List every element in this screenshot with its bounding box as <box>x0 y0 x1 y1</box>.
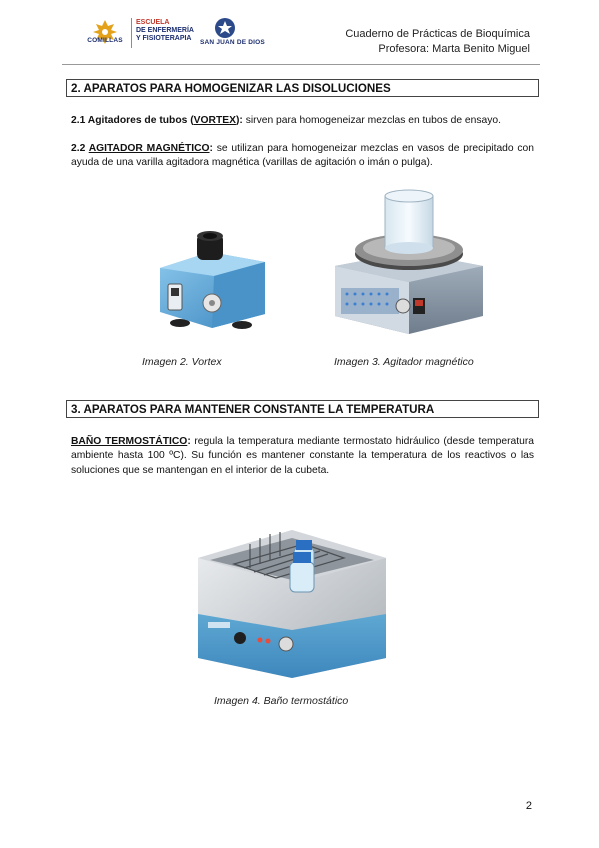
school-name <box>136 19 194 43</box>
school-line-2: DE ENFERMERÍA <box>136 27 194 34</box>
bath-term: BAÑO TERMOSTÁTICO <box>71 436 188 447</box>
logo-divider <box>131 18 132 48</box>
magnetic-number: 2.2 <box>71 143 89 154</box>
vortex-description: sirven para homogeneizar mezclas en tubos de ensayo. <box>242 115 501 126</box>
header-info <box>345 27 530 57</box>
vortex-label-prefix: 2.1 Agitadores de tubos ( <box>71 115 194 126</box>
san-juan-de-dios-logo-icon <box>214 17 236 39</box>
bath-description: regula la temperatura mediante termostato hidráulico (desde temperatura ambiente hasta 100 ºC). Su función es mantener constante la temperatura de los reactivos o las soluciones que se mantengan en el interior de la cubeta. <box>71 436 534 476</box>
magnetic-stirrer-image <box>325 186 492 341</box>
page-number: 2 <box>525 800 532 812</box>
paragraph-magnetic-stirrer <box>71 142 534 171</box>
caption-magnetic-stirrer: Imagen 3. Agitador magnético <box>334 356 474 368</box>
comillas-logo-icon <box>84 18 126 54</box>
document-title: Cuaderno de Prácticas de Bioquímica <box>345 28 530 40</box>
comillas-logo-text: COMILLAS <box>87 37 123 44</box>
school-line-3: Y FISIOTERAPIA <box>136 35 192 42</box>
vortex-term: VORTEX <box>193 115 236 126</box>
magnetic-colon: : <box>209 143 213 154</box>
magnetic-description: se utilizan para homogeneizar mezclas en vasos de precipitado con ayuda de una varilla agitadora magnética (varillas de agitación o imán o pulga). <box>71 143 534 169</box>
thermostatic-bath-image <box>194 510 390 680</box>
caption-thermostatic-bath: Imagen 4. Baño termostático <box>214 695 349 707</box>
caption-vortex: Imagen 2. Vortex <box>142 356 222 368</box>
bath-colon: : <box>187 436 191 447</box>
section-3-heading: 3. APARATOS PARA MANTENER CONSTANTE LA TEMPERATURA <box>66 400 539 418</box>
paragraph-vortex <box>71 114 534 128</box>
vortex-image <box>150 228 272 332</box>
header-rule <box>62 64 540 65</box>
magnetic-term: AGITADOR MAGNÉTICO <box>88 143 210 154</box>
section-2-heading: 2. APARATOS PARA HOMOGENIZAR LAS DISOLUCIONES <box>66 79 539 97</box>
paragraph-thermostatic-bath <box>71 435 534 478</box>
teacher-name: Profesora: Marta Benito Miguel <box>378 43 530 55</box>
school-line-1: ESCUELA <box>136 19 170 26</box>
vortex-label-suffix: ): <box>235 115 243 126</box>
san-juan-de-dios-text: SAN JUAN DE DIOS <box>200 39 265 46</box>
